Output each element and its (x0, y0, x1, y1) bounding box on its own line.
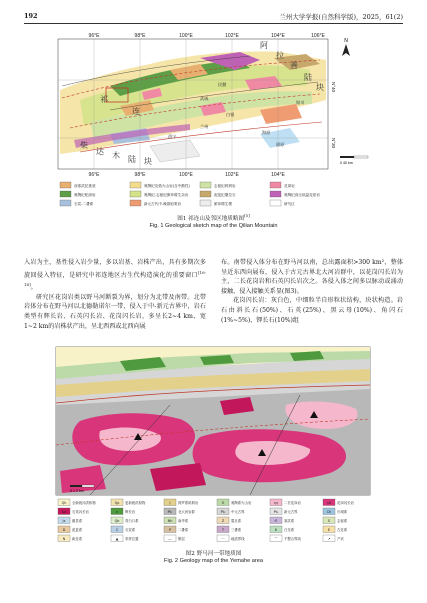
legend-code: T (221, 528, 225, 532)
city-label: 白银 (226, 112, 235, 117)
running-header (24, 12, 403, 24)
legend-code: Jx (62, 519, 66, 523)
paragraph: 入岩为主，基性侵入岩少量，多以岩基、岩株产出，具有多期次多旋回侵入特征，是研究中祁连地区古生代构造演化的重要窗口[16-18]。 (24, 259, 206, 292)
place-label: 陆 (304, 73, 312, 82)
legend-code: O (221, 501, 225, 505)
lon-tick: 104°E (271, 172, 285, 178)
legend-label: 震旦系 (231, 519, 242, 523)
legend-code: C (115, 528, 119, 532)
legend-label: 长城系 (337, 510, 348, 514)
lat-tick: N°40 (331, 82, 336, 93)
lon-tick: 102°E (225, 172, 239, 178)
legend-label: 新元古界 (284, 510, 298, 514)
legend-label: 奥陶纪岛弧火山岩(含中酸性) (144, 183, 190, 188)
lon-tick: 102°E (225, 33, 239, 39)
city-label: 银川 (296, 100, 305, 105)
place-label: 陆 (128, 155, 136, 164)
legend-label: 产状 (337, 537, 344, 541)
legend-code: Pt₂ (220, 510, 226, 514)
journal-title: 兰州大学学报(自然科学版)，2025，61(2) (279, 13, 403, 21)
lon-tick: 100°E (179, 33, 193, 39)
lon-tick: 100°E (179, 172, 193, 178)
legend-swatch (60, 191, 71, 197)
legend-label: 石炭-二叠系 (74, 201, 94, 206)
legend-label: 青白口系 (125, 519, 139, 523)
place-label: 连 (132, 107, 140, 116)
figure-1-caption (0, 212, 427, 230)
scale-bar (340, 156, 368, 165)
legend-code: E (327, 528, 331, 532)
city-label: 民勤 (218, 82, 227, 87)
place-label: 拉 (276, 51, 284, 60)
lon-tick: 106°E (311, 33, 325, 39)
lat-tick: N°30 (331, 138, 336, 149)
place-label: 块 (144, 157, 152, 166)
place-label: 阿 (260, 41, 268, 50)
legend-swatch (130, 182, 141, 188)
legend-code: Qp (114, 501, 120, 505)
legend-swatch (200, 182, 211, 188)
caption-zh: 图1 祁连山及邻区地质略图 (177, 215, 245, 222)
legend-code: ⌒ (274, 537, 278, 541)
paragraph: 花岗闪长岩：灰白色，中细粒半自形粒状结构，块状构造。岩石由斜长石(50%)、石英(25%)、黑云母(10%)、角闪石(1%~5%)、钾长石(10%)组 (221, 297, 403, 324)
legend-label: 蓟县系 (72, 519, 83, 523)
legend-label: 断层 (178, 537, 185, 541)
legend-code: J (169, 501, 171, 505)
figure-1-map (50, 30, 376, 210)
lon-tick: 98°E (134, 172, 146, 178)
legend-label: 新近系 (72, 537, 83, 541)
page-number: 192 (24, 12, 38, 20)
legend-label: 寒武系 (284, 519, 295, 523)
legend-code: γδ (326, 501, 332, 505)
caption-zh: 图2 野马河一带地质图 (185, 551, 242, 557)
legend-label: 北大河岩群 (178, 510, 195, 514)
legend-code: ▲ (115, 537, 119, 541)
legend-label: 中元古界 (231, 510, 245, 514)
legend-code: P (168, 528, 172, 532)
svg-text:0 1 2 km: 0 1 2 km (70, 489, 84, 493)
caption-en: Fig. 2 Geology map of the Yemahe area (164, 558, 263, 564)
legend-label: 南华系 (178, 519, 189, 523)
legend-label: 白垩系 (284, 528, 295, 532)
paragraph: 研究区花岗岩类以野马河断裂为界，划分为北带及南带。北带岩体分布在野马河以北德勒诺尔一带，侵入于中-新元古界中，岩石类型有辉长岩、石英闪长岩、花岗闪长岩，多呈长2~4 km、宽1~2 km的岩株状产出，呈北西西或北西向展 (24, 293, 206, 330)
legend-code: N (62, 537, 66, 541)
legend-label: 三叠系 (231, 528, 242, 532)
legend-label: 花岗岩 (284, 183, 295, 188)
legend-code: Z (221, 519, 225, 523)
legend-label: 泥盆纪磨拉石 (214, 192, 236, 197)
legend-code: Ch (326, 510, 332, 514)
legend-label: 奥陶纪蛇绿岩 (74, 192, 96, 197)
paragraph: 布。南带侵入体分布在野马河以南，总出露面积>300 km²，整体呈近东西向展布，侵入于古元古界北大河岩群中，以花岗闪长岩为主，二长花岗岩和石英闪长岩次之。各侵入体之间多以脉动或涌动接触，侵入接触关系显(图3)。 (221, 259, 403, 295)
legend-label: 志留系 (337, 519, 348, 523)
legend-label: 古近系 (337, 528, 348, 532)
figure-2-caption (0, 551, 427, 565)
legend-label: 研究区 (284, 201, 295, 206)
legend-code: S (327, 519, 331, 523)
city-label: 西宁 (168, 134, 177, 139)
legend-swatch (270, 200, 281, 206)
legend-label: 奥陶系火山岩 (231, 501, 252, 505)
legend-label: 石炭系 (125, 528, 136, 532)
legend-label: 侏罗系碎屑岩 (178, 501, 199, 505)
svg-text:N: N (344, 38, 348, 44)
city-label: 固原 (276, 142, 285, 147)
legend-code: K (274, 528, 278, 532)
legend-code: ··· (221, 537, 225, 541)
legend-swatch (200, 200, 211, 206)
legend-swatch (270, 182, 281, 188)
legend-code: D (62, 528, 66, 532)
legend-label: 泥盆系 (72, 528, 83, 532)
place-label: 达 (96, 147, 104, 156)
lon-tick: 98°E (134, 33, 146, 39)
legend-swatch (130, 191, 141, 197)
text-column-left (24, 258, 206, 331)
legend-swatch (60, 182, 71, 188)
legend-code: Qb (114, 519, 120, 523)
legend-code: Pt₃ (273, 510, 279, 514)
legend-label: 辉长岩 (125, 510, 136, 514)
figure-2-map (50, 345, 376, 545)
legend-label: 新元古代中-晚期岩浆岩 (144, 201, 182, 206)
legend-label: 俯冲增生楔 (214, 201, 232, 206)
place-label: 祁 (100, 95, 108, 104)
place-label: 块 (316, 83, 324, 92)
caption-en: Fig. 1 Geological sketch map of the Qilian Mountain (149, 222, 278, 229)
legend-swatch (130, 200, 141, 206)
legend-label: 不整合界线 (284, 537, 301, 541)
legend-label: 更新统洪积物 (125, 501, 146, 505)
city-label: 武威 (200, 96, 209, 101)
legend-swatch (200, 191, 211, 197)
legend-label: 石英闪长岩 (72, 510, 89, 514)
place-label: 柴 (80, 141, 88, 150)
legend-label: 花岗闪长岩 (337, 501, 354, 505)
city-label: 海原 (262, 130, 271, 135)
legend-label: 前寒武纪基底 (74, 183, 96, 188)
text-column-right (221, 258, 403, 325)
legend-code: Nh (167, 519, 173, 523)
legend-code: ν (116, 510, 118, 514)
legend-label: 采样位置 (125, 537, 139, 541)
city-label: 兰州 (200, 124, 209, 129)
place-label: 木 (112, 151, 120, 160)
legend-code: Pt₁ (167, 510, 173, 514)
lon-tick: 96°E (88, 172, 100, 178)
legend-code: ∈ (274, 519, 278, 523)
legend-code: ↗ (327, 537, 331, 541)
lon-tick: 104°E (271, 33, 285, 39)
legend-swatch (60, 200, 71, 206)
legend-label: 奥陶纪高压低温变质岩 (284, 192, 320, 197)
legend-code: Qh (61, 501, 67, 505)
svg-text:0 40 km: 0 40 km (340, 161, 353, 165)
legend-label: 二长花岗岩 (284, 501, 301, 505)
place-label: 善 (290, 61, 298, 70)
legend-label: 二叠系 (178, 528, 189, 532)
legend-label: 地质界线 (231, 537, 245, 541)
legend-label: 志留纪碎屑岩 (214, 183, 236, 188)
lon-tick: 96°E (88, 33, 100, 39)
legend-label: 奥陶纪-志留纪俯冲增生杂岩 (144, 192, 189, 197)
caption-ref: [5] (244, 213, 250, 218)
north-arrow-icon (342, 38, 350, 56)
legend-label: 全新统冲洪积物 (72, 501, 96, 505)
legend-code: — (168, 537, 172, 541)
legend-swatch (270, 191, 281, 197)
legend-code: ηγ (273, 501, 279, 505)
citation: [16-18] (24, 269, 206, 288)
legend-code: δο (61, 510, 67, 514)
